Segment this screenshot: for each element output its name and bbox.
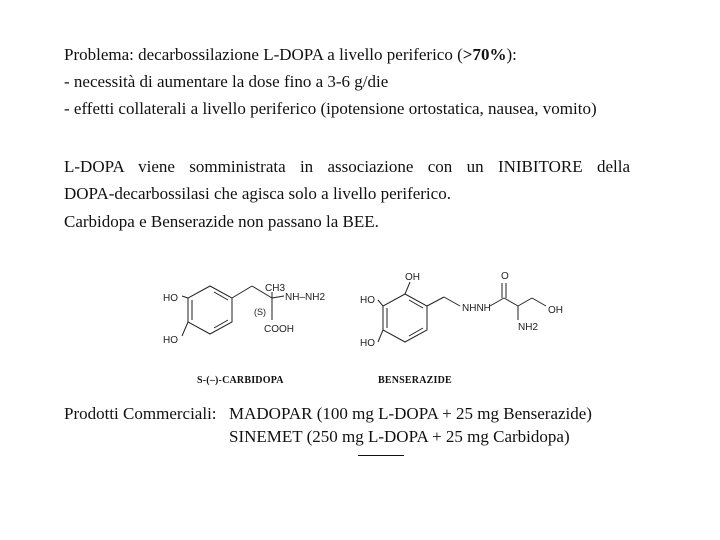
benserazide-nhnh: NHNH bbox=[462, 303, 491, 314]
carbidopa-ho-top: HO bbox=[163, 293, 178, 304]
underline-mark bbox=[358, 455, 404, 456]
benserazide-nh2: NH2 bbox=[518, 322, 539, 333]
benserazide-oh-top: OH bbox=[405, 272, 420, 283]
benserazide-ho-bottom: HO bbox=[360, 338, 375, 349]
carbidopa-name: S-(–)-CARBIDOPA bbox=[197, 375, 284, 386]
carbidopa-ho-bottom: HO bbox=[163, 335, 178, 346]
product-sinemet: SINEMET (250 mg L-DOPA + 25 mg Carbidopa) bbox=[229, 427, 570, 446]
paragraph-line-2: DOPA-decarbossilasi che agisca solo a livello periferico. bbox=[64, 184, 451, 203]
carbidopa-stereo-label: (S) bbox=[254, 307, 266, 317]
carbidopa-hydrazine: NH–NH2 bbox=[285, 292, 326, 303]
benserazide-ho-mid: HO bbox=[360, 295, 375, 306]
problem-title-prefix: Problema: decarbossilazione L-DOPA a livello periferico ( bbox=[64, 45, 463, 64]
problem-title-percent: >70% bbox=[462, 45, 507, 64]
carbidopa-cooh: COOH bbox=[264, 324, 294, 335]
carbidopa-ch3: CH3 bbox=[265, 283, 286, 294]
carbidopa-benzene-ring bbox=[188, 286, 232, 334]
benserazide-oxygen: O bbox=[501, 271, 509, 282]
problem-bullet-dose: - necessità di aumentare la dose fino a 3-6 g/die bbox=[64, 72, 389, 91]
product-madopar: MADOPAR (100 mg L-DOPA + 25 mg Benserazide) bbox=[229, 404, 592, 423]
products-label: Prodotti Commerciali: bbox=[64, 404, 217, 423]
problem-title-suffix: ): bbox=[506, 45, 517, 64]
benserazide-benzene-ring bbox=[383, 294, 427, 342]
paragraph-line-3: Carbidopa e Benserazide non passano la BEE. bbox=[64, 212, 379, 231]
benserazide-name: BENSERAZIDE bbox=[378, 375, 452, 386]
benserazide-oh-end: OH bbox=[548, 305, 563, 316]
paragraph-line-1: L-DOPA viene somministrata in associazione con un INIBITORE della bbox=[64, 157, 630, 176]
problem-bullet-side-effects: - effetti collaterali a livello periferico (ipotensione ortostatica, nausea, vomito) bbox=[64, 99, 597, 118]
